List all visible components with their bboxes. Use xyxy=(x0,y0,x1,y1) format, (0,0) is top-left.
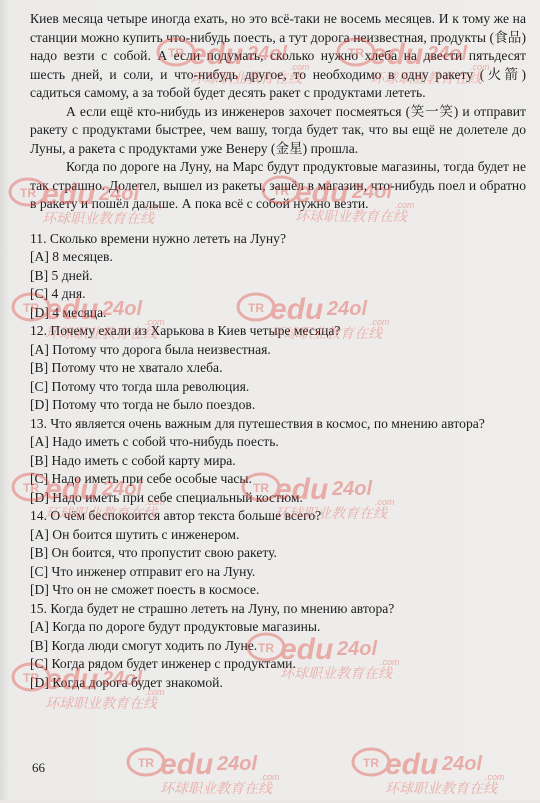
page-number: 66 xyxy=(32,760,45,775)
option-c: [C] Потому что тогда шла революция. xyxy=(30,378,250,394)
option-b: [B] Надо иметь с собой карту мира. xyxy=(30,452,236,468)
page-text xyxy=(30,10,526,692)
question-13 xyxy=(30,415,526,508)
question-text: 13. Что является очень важным для путешествия в космос, по мнению автора? xyxy=(30,415,485,431)
option-a: [A] Надо иметь с собой что-нибудь поесть. xyxy=(30,434,279,449)
paragraph-1: Киев месяца четыре иногда ехать, но это всё-таки не восемь месяцев. И к тому же на станции можно купить что-нибудь поесть, а тут дорога неизвестная, продукты (食品) надо везти с собой. А если подумать, сколько нужно хлеба на двести пятьдесят шесть дней, и соли, и что-нибудь другое, то необходимо в одну ракету (火箭) садиться самому, а за тобой будет десять ракет с продуктами лететь. xyxy=(30,11,526,100)
question-14 xyxy=(30,507,526,600)
question-12 xyxy=(30,322,526,415)
option-b: [B] Когда люди смогут ходить по Луне. xyxy=(30,637,258,653)
option-c: [C] Что инженер отправит его на Луну. xyxy=(30,563,256,579)
section-gap xyxy=(30,214,526,230)
question-text: 12. Почему ехали из Харькова в Киев четыре месяца? xyxy=(30,323,341,338)
question-text: 15. Когда будет не страшно лететь на Луну, по мнению автора? xyxy=(30,600,395,616)
option-d: [D] Надо иметь при себе специальный костюм. xyxy=(30,489,303,505)
option-d: [D] 4 месяца. xyxy=(30,304,107,320)
option-d: [D] Что он не сможет поесть в космосе. xyxy=(30,582,260,597)
watermark-logo xyxy=(120,740,310,798)
option-b: [B] Он боится, что пропустит свою ракету. xyxy=(30,545,277,560)
option-a: [A] Когда по дороге будут продуктовые магазины. xyxy=(30,619,321,634)
option-a: [A] 8 месяцев. xyxy=(30,249,113,264)
option-b: [B] 5 дней. xyxy=(30,267,93,283)
option-c: [C] Когда рядом будет инженер с продуктами. xyxy=(30,656,296,671)
question-text: 14. О чём беспокоится автор текста больше всего? xyxy=(30,508,322,523)
option-d: [D] Когда дорога будет знакомой. xyxy=(30,674,223,690)
option-b: [B] Потому что не хватало хлеба. xyxy=(30,360,223,375)
option-d: [D] Потому что тогда не было поездов. xyxy=(30,397,256,412)
option-c: [C] Надо иметь при себе особые часы. xyxy=(30,471,252,486)
paragraph-2: А если ещё кто-нибудь из инженеров захочет посмеяться (笑一笑) и отправит ракету с продуктами быстрее, чем вашу, тогда будет так, что вы ещё не долетеле до Луны, а ракета с продуктами уже Венеру (金星) прошла. xyxy=(30,103,526,156)
watermark-logo xyxy=(345,740,535,798)
question-15 xyxy=(30,600,526,693)
paragraph-3: Когда по дороге на Луну, на Марс будут продуктовые магазины, тогда будет не так страшно. Долетел, вышел из ракеты, зашёл в магазин, что-нибудь поел и обратно в ракету и пошёл дальше. А пока всё с собой нужно везти. xyxy=(30,159,526,211)
question-text: 11. Сколько времени нужно лететь на Луну? xyxy=(30,230,286,246)
option-a: [A] Он боится шутить с инженером. xyxy=(30,526,240,542)
question-11 xyxy=(30,230,526,323)
option-c: [C] 4 дня. xyxy=(30,286,86,301)
option-a: [A] Потому что дорога была неизвестная. xyxy=(30,341,271,357)
